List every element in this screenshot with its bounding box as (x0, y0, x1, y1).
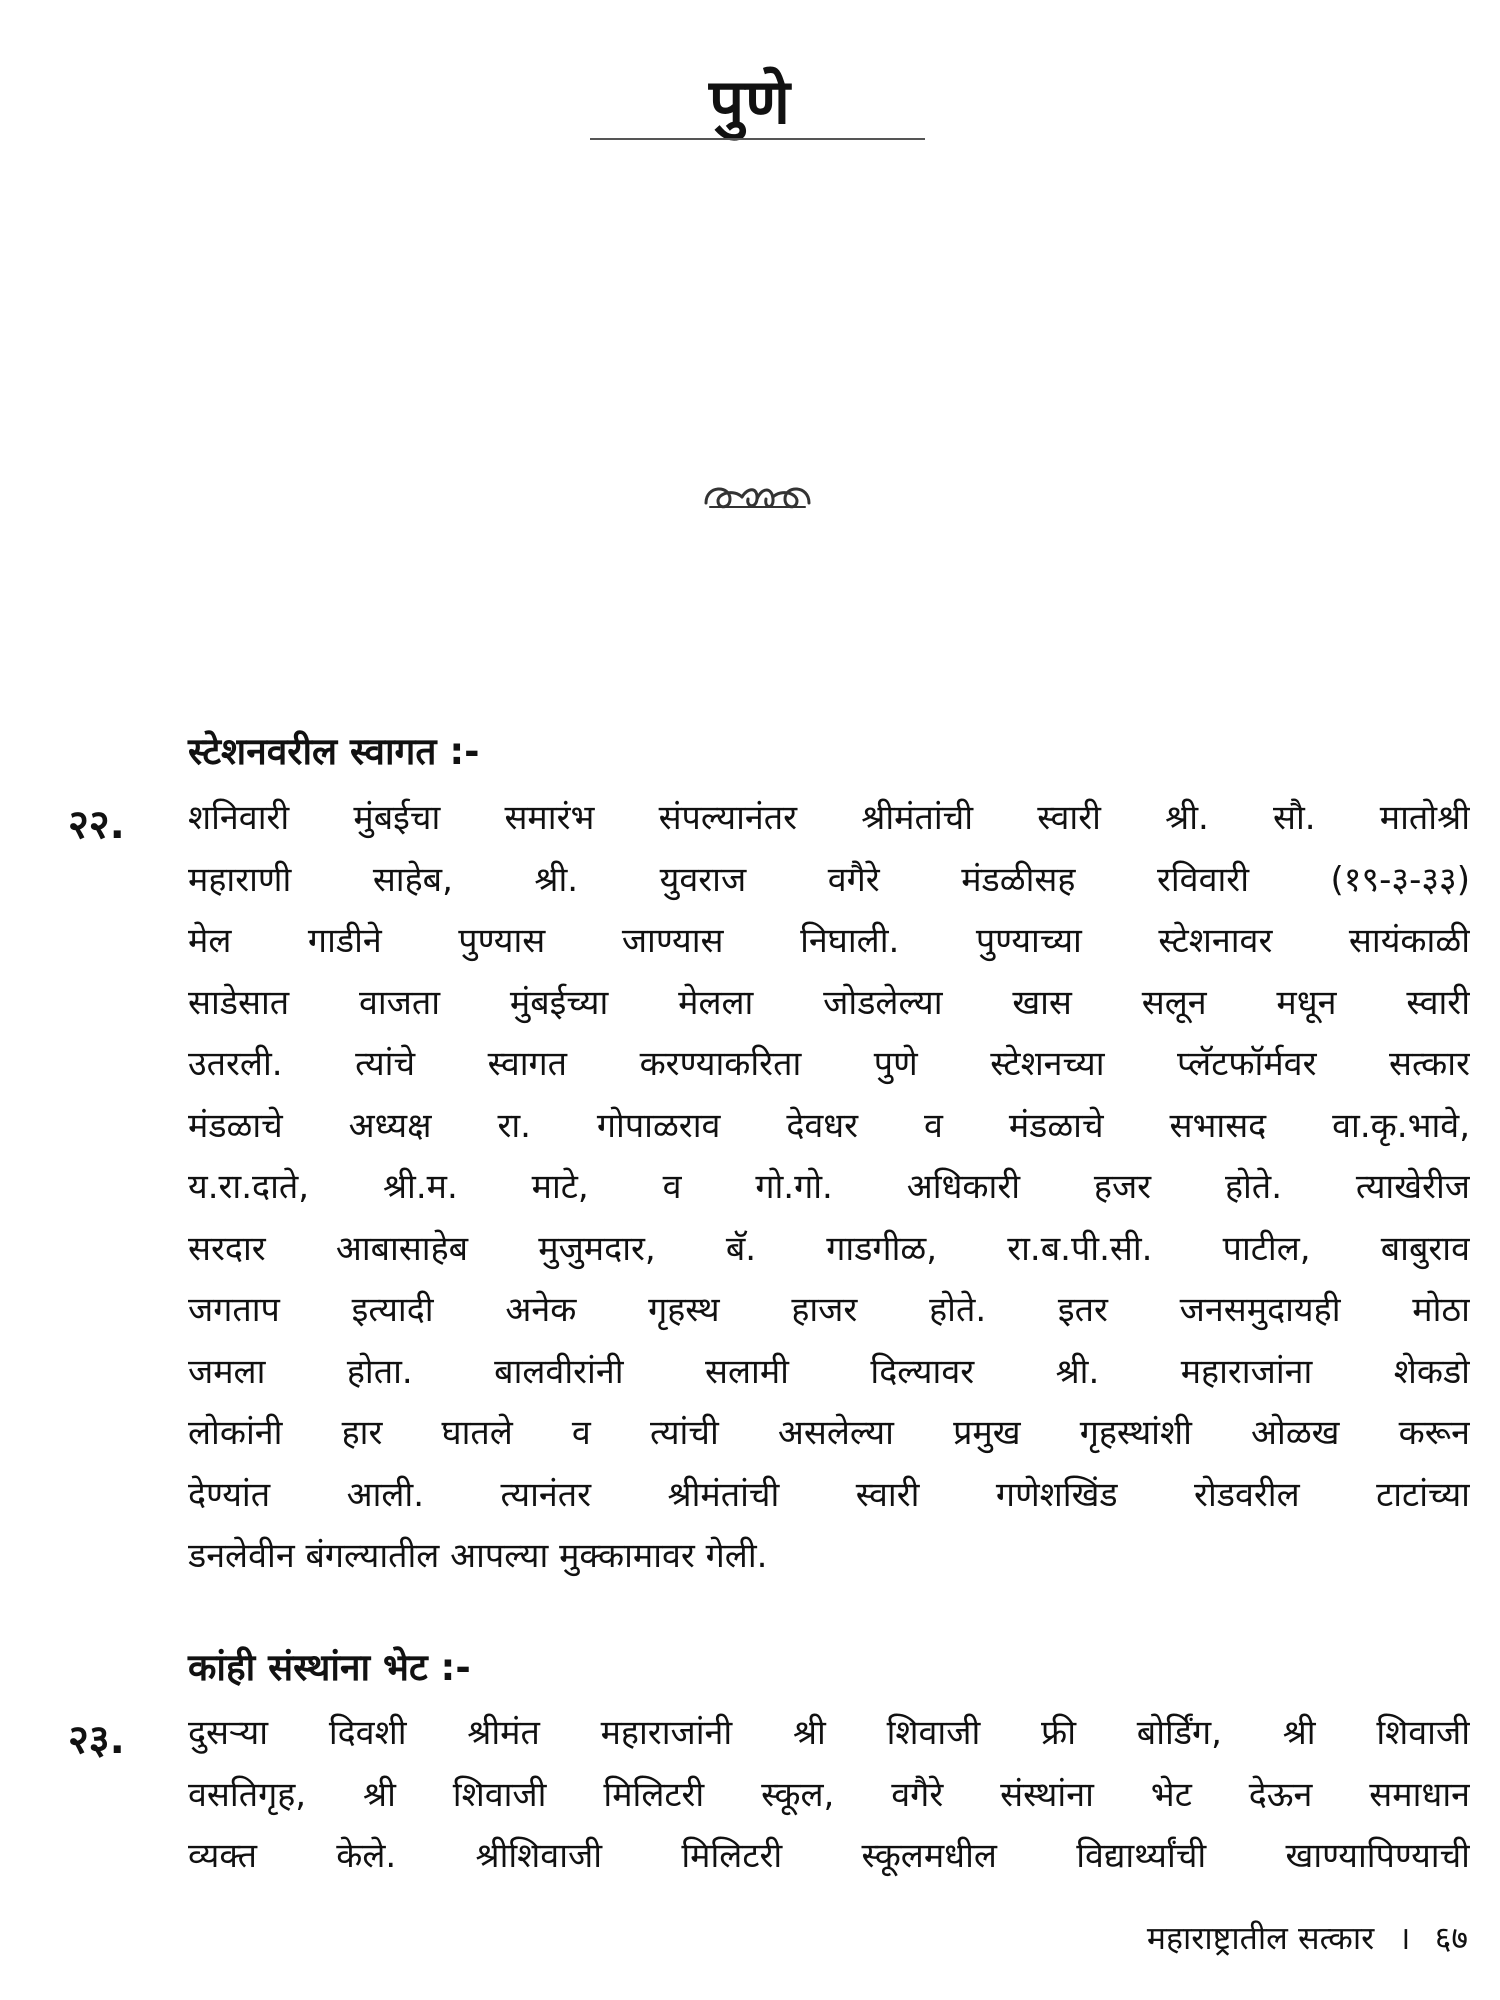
paragraph-line: दुसऱ्या दिवशी श्रीमंत महाराजांनी श्री शिवाजी फ्री बोर्डिंग, श्री शिवाजी (188, 1713, 1470, 1753)
paragraph-line: व्यक्त केले. श्रीशिवाजी मिलिटरी स्कूलमधील विद्यार्थ्यांची खाण्यापिण्याची (188, 1836, 1470, 1876)
paragraph-line: साडेसात वाजता मुंबईच्या मेलला जोडलेल्या खास सलून मधून स्वारी (188, 982, 1470, 1023)
page-footer (1147, 1916, 1468, 1959)
paragraph-line: वसतिगृह, श्री शिवाजी मिलिटरी स्कूल, वगैरे संस्थांना भेट देऊन समाधान (188, 1774, 1470, 1815)
paragraph-23 (188, 1703, 1470, 1888)
section-heading-station-welcome: स्टेशनवरील स्वागत :- (188, 730, 480, 773)
paragraph-line: महाराणी साहेब, श्री. युवराज वगैरे मंडळीसह रविवारी (१९-३-३३) (188, 859, 1470, 900)
paragraph-line: जगताप इत्यादी अनेक गृहस्थ हाजर होते. इतर जनसमुदायही मोठा (188, 1290, 1470, 1330)
paragraph-line: सरदार आबासाहेब मुजुमदार, बॅ. गाडगीळ, रा.ब.पी.सी. पाटील, बाबुराव (188, 1228, 1470, 1269)
paragraph-line: य.रा.दाते, श्री.म. माटे, व गो.गो. अधिकारी हजर होते. त्याखेरीज (188, 1167, 1470, 1207)
floral-ornament-icon (700, 477, 815, 515)
paragraph-line: शनिवारी मुंबईचा समारंभ संपल्यानंतर श्रीमंतांची स्वारी श्री. सौ. मातोश्री (188, 798, 1470, 838)
paragraph-22 (188, 788, 1470, 1588)
section-heading-institution-visits: कांही संस्थांना भेट :- (188, 1646, 471, 1689)
paragraph-line: डनलेवीन बंगल्यातील आपल्या मुक्कामावर गेली. (188, 1536, 768, 1576)
footer-book-title: महाराष्ट्रातील सत्कार (1146, 1919, 1375, 1957)
paragraph-line: देण्यांत आली. त्यानंतर श्रीमंतांची स्वारी गणेशखिंड रोडवरील टाटांच्या (188, 1474, 1470, 1515)
paragraph-line: मंडळाचे अध्यक्ष रा. गोपाळराव देवधर व मंडळाचे सभासद वा.कृ.भावे, (188, 1105, 1470, 1146)
page-title: पुणे (708, 65, 792, 138)
paragraph-number: २२. (68, 802, 125, 848)
page-number: ६७ (1434, 1919, 1468, 1957)
paragraph-line: जमला होता. बालवीरांनी सलामी दिल्यावर श्री. महाराजांना शेकडो (188, 1351, 1470, 1392)
footer-separator: । (1398, 1919, 1411, 1957)
paragraph-line: लोकांनी हार घातले व त्यांची असलेल्या प्रमुख गृहस्थांशी ओळख करून (188, 1413, 1470, 1453)
paragraph-line: मेल गाडीने पुण्यास जाण्यास निघाली. पुण्याच्या स्टेशनावर सायंकाळी (188, 921, 1470, 961)
paragraph-number: २३. (68, 1717, 125, 1763)
paragraph-line: उतरली. त्यांचे स्वागत करण्याकरिता पुणे स्टेशनच्या प्लॅटफॉर्मवर सत्कार (188, 1044, 1470, 1084)
title-underline (590, 138, 925, 140)
